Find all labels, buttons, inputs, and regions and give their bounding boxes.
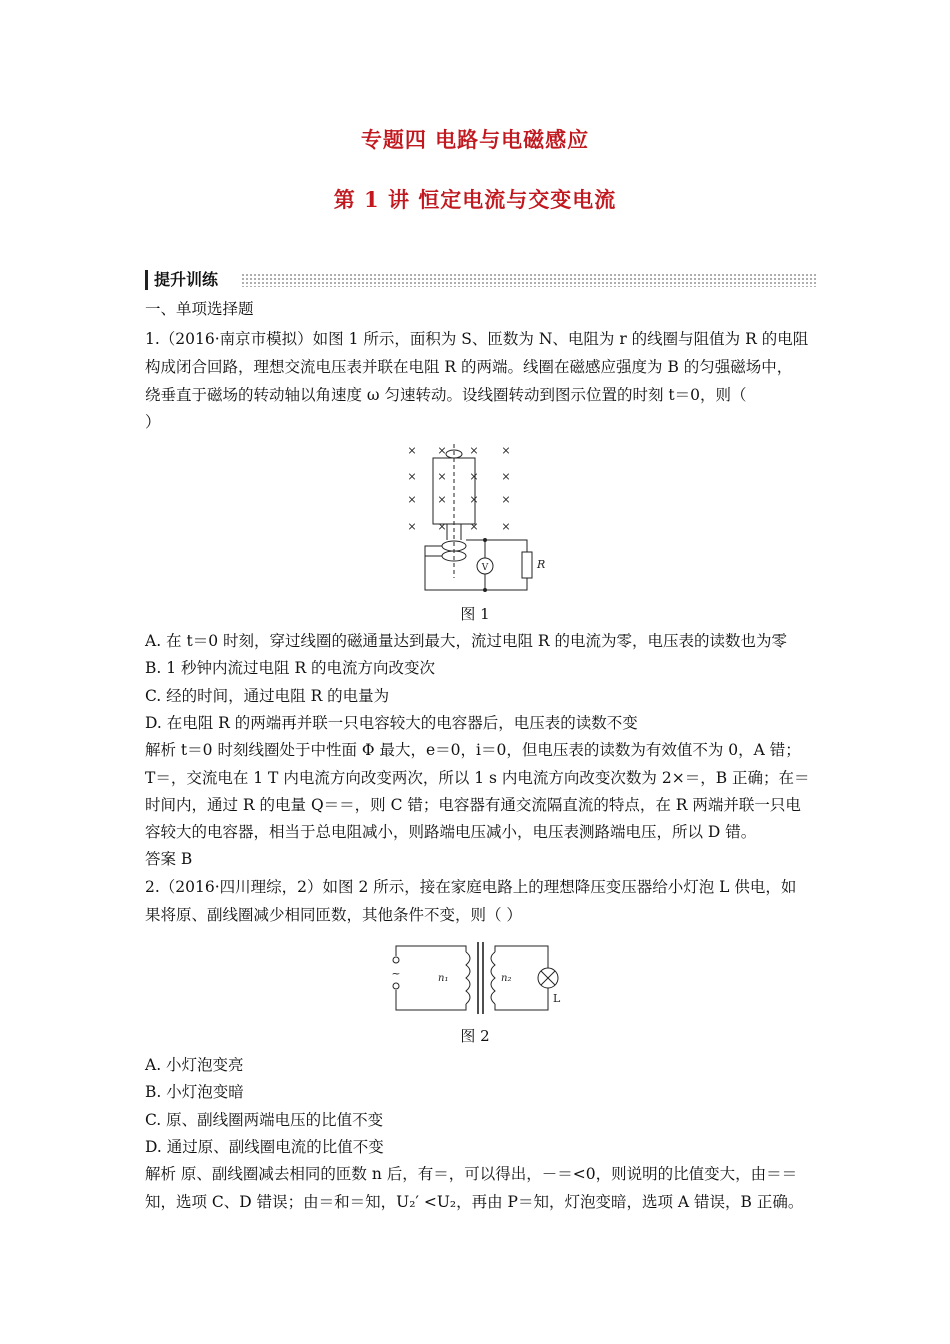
q2-option-a: A. 小灯泡变亮 bbox=[145, 1056, 244, 1074]
q1-answer: 答案 B bbox=[145, 850, 193, 868]
field-mark: × bbox=[469, 493, 479, 506]
figure-2-caption: 图 2 bbox=[460, 1027, 490, 1045]
field-mark: × bbox=[407, 520, 417, 533]
field-mark: × bbox=[407, 444, 417, 457]
field-mark: × bbox=[437, 520, 447, 533]
q2-stem-line: 果将原、副线圈减少相同匝数，其他条件不变，则（ ） bbox=[145, 906, 522, 924]
figure-1-coil-circuit bbox=[395, 440, 555, 600]
field-mark: × bbox=[469, 470, 479, 483]
field-mark: × bbox=[407, 493, 417, 506]
q1-option-a: A. 在 t＝0 时刻，穿过线圈的磁通量达到最大，流过电阻 R 的电流为零，电压表的读数也为零 bbox=[145, 632, 788, 650]
field-mark: × bbox=[469, 444, 479, 457]
q1-stem-line: 构成闭合回路，理想交流电压表并联在电阻 R 的两端。线圈在磁感应强度为 B 的匀强磁场中， bbox=[145, 358, 793, 376]
q1-option-b: B. 1 秒钟内流过电阻 R 的电流方向改变次 bbox=[145, 659, 436, 677]
primary-turns-label: n₁ bbox=[438, 973, 449, 984]
q2-option-b: B. 小灯泡变暗 bbox=[145, 1083, 244, 1101]
q1-analysis-line: 容较大的电容器，相当于总电阻减小，则路端电压减小，电压表测路端电压，所以 D 错。 bbox=[145, 823, 757, 841]
lecture-title: 第 1 讲 恒定电流与交变电流 bbox=[333, 187, 617, 212]
section-header bbox=[145, 270, 817, 290]
q2-analysis-line: 解析 原、副线圈减去相同的匝数 n 后，有＝，可以得出，－＝<0，则说明的比值变大，由＝＝ bbox=[145, 1165, 798, 1183]
q1-option-d: D. 在电阻 R 的两端再并联一只电容较大的电容器后，电压表的读数不变 bbox=[145, 714, 638, 732]
figure-1-caption: 图 1 bbox=[460, 605, 490, 623]
q1-stem-line: 绕垂直于磁场的转动轴以角速度 ω 匀速转动。设线圈转动到图示位置的时刻 t＝0，则（ bbox=[145, 386, 747, 404]
section-label: 提升训练 bbox=[145, 270, 226, 290]
q2-stem-line: 2.（2016·四川理综，2）如图 2 所示，接在家庭电路上的理想降压变压器给小灯泡 L 供电，如 bbox=[145, 878, 797, 896]
field-mark: × bbox=[437, 493, 447, 506]
q1-analysis-line: 时间内，通过 R 的电量 Q＝＝，则 C 错；电容器有通交流隔直流的特点，在 R 两端并联一只电 bbox=[145, 796, 801, 814]
field-mark: × bbox=[437, 470, 447, 483]
q1-option-c: C. 经的时间，通过电阻 R 的电量为 bbox=[145, 687, 390, 705]
field-mark: × bbox=[501, 470, 511, 483]
part-heading: 一、单项选择题 bbox=[145, 300, 254, 318]
q1-stem-line: 1.（2016·南京市模拟）如图 1 所示，面积为 S、匝数为 N、电阻为 r 的线圈与阻值为 R 的电阻 bbox=[145, 330, 809, 348]
q2-option-d: D. 通过原、副线圈电流的比值不变 bbox=[145, 1138, 384, 1156]
q2-option-c: C. 原、副线圈两端电压的比值不变 bbox=[145, 1111, 384, 1129]
lamp-label: L bbox=[553, 992, 561, 1005]
field-mark: × bbox=[501, 493, 511, 506]
secondary-turns-label: n₂ bbox=[501, 973, 512, 984]
q1-analysis-line: 解析 t＝0 时刻线圈处于中性面 Φ 最大，e＝0，i＝0，但电压表的读数为有效值不为 0，A 错； bbox=[145, 741, 801, 759]
resistor-label: R bbox=[537, 558, 546, 571]
q1-stem-line: ） bbox=[145, 413, 161, 431]
field-mark: × bbox=[407, 470, 417, 483]
voltmeter-label: V bbox=[481, 563, 489, 573]
field-mark: × bbox=[437, 444, 447, 457]
q2-analysis-line: 知，选项 C、D 错误；由＝和＝知，U₂′ <U₂，再由 P＝知，灯泡变暗，选项 A 错误，B 正确。 bbox=[145, 1193, 804, 1211]
field-mark: × bbox=[501, 520, 511, 533]
q1-analysis-line: T＝，交流电在 1 T 内电流方向改变两次，所以 1 s 内电流方向改变次数为 2×＝，B 正确；在＝ bbox=[145, 769, 810, 787]
topic-title: 专题四 电路与电磁感应 bbox=[360, 127, 590, 152]
figure-2-transformer-circuit bbox=[388, 938, 568, 1020]
field-mark: × bbox=[501, 444, 511, 457]
field-mark: × bbox=[469, 520, 479, 533]
ac-source-symbol: ~ bbox=[391, 967, 401, 980]
section-divider bbox=[241, 273, 817, 287]
